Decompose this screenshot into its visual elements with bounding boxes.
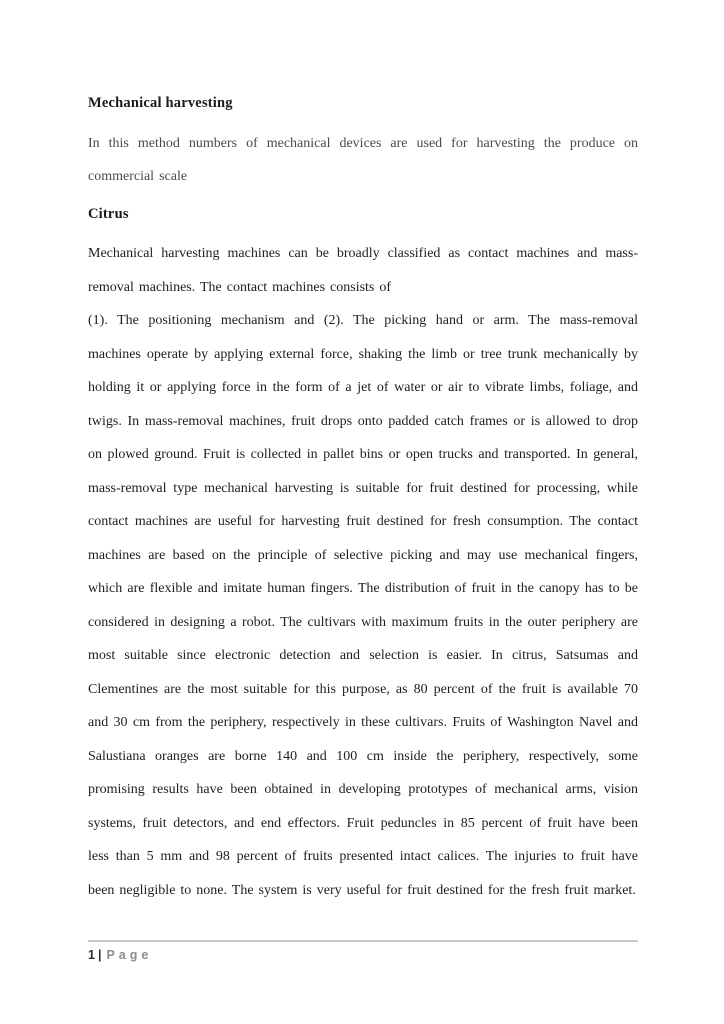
page-footer [88,940,638,962]
footer-page-number: 1 [88,948,95,962]
heading-mechanical-harvesting: Mechanical harvesting [88,95,233,111]
paragraph-detail: (1). The positioning mechanism and (2). The picking hand or arm. The mass-removal machines operate by applying external force, shaking the limb or tree trunk mechanically by holding it or applying force in the form of a jet of water or air to vibrate limbs, foliage, and twigs. In mass-removal machines, fruit drops onto padded catch frames or is allowed to drop on plowed ground. Fruit is collected in pallet bins or open trucks and transported. In general, mass-removal type mechanical harvesting is suitable for fruit destined for processing, while contact machines are useful for harvesting fruit destined for fresh consumption. The contact machines are based on the principle of selective picking and may use mechanical fingers, which are flexible and imitate human fingers. The distribution of fruit in the canopy has to be considered in designing a robot. The cultivars with maximum fruits in the outer periphery are most suitable since electronic detection and selection is easier. In citrus, Satsumas and Clementines are the most suitable for this purpose, as 80 percent of the fruit is available 70 and 30 cm from the periphery, respectively in these cultivars. Fruits of Washington Navel and Salustiana oranges are borne 140 and 100 cm inside the periphery, respectively, some promising results have been obtained in developing prototypes of mechanical arms, vision systems, fruit detectors, and end effectors. Fruit peduncles in 85 percent of fruit have been less than 5 mm and 98 percent of fruits presented intact calices. The injuries to fruit have been negligible to none. The system is very useful for fruit destined for the fresh fruit market. [88,313,638,898]
paragraph-classification: Mechanical harvesting machines can be broadly classified as contact machines and mass-removal machines. The contact machines consists of [88,246,638,295]
paragraph-intro: In this method numbers of mechanical devices are used for harvesting the produce on commercial scale [88,135,638,184]
document-body [88,87,638,907]
footer-separator: | [97,948,102,962]
heading-citrus: Citrus [88,205,129,222]
footer-page-label: Page [106,948,153,962]
